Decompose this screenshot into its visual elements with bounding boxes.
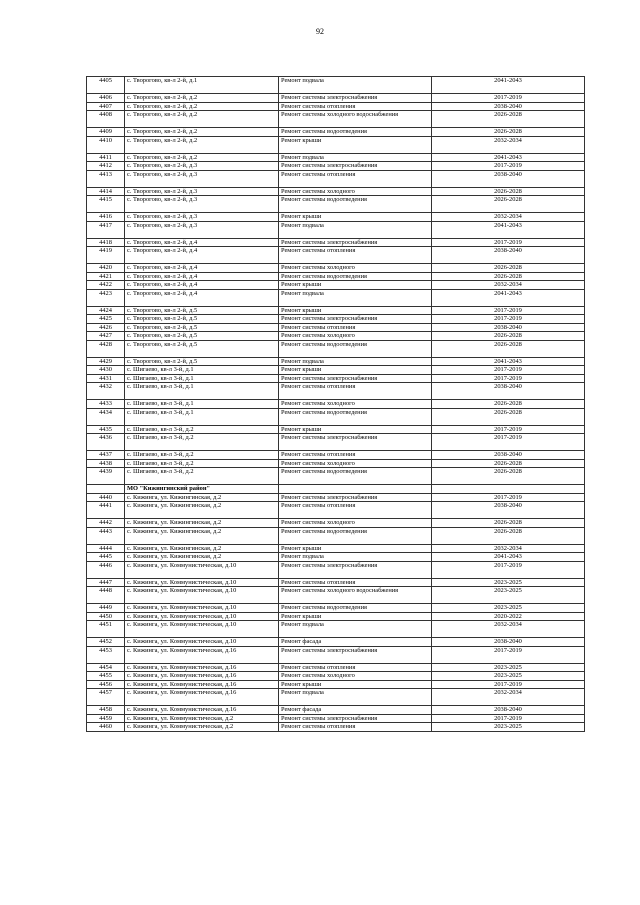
- row-number: 4449: [87, 604, 125, 613]
- table-row: [87, 663, 585, 672]
- row-address: с. Творогово, кв-л 2-й, д.3: [125, 213, 279, 222]
- table-row: [87, 553, 585, 562]
- table-row: [87, 612, 585, 621]
- row-address: с. Шигаево, кв-л 3-й, д.2: [125, 468, 279, 485]
- row-period: 2026-2028: [432, 272, 585, 281]
- row-period: 2017-2019: [432, 374, 585, 383]
- row-work-type: Ремонт системы отопления: [279, 723, 432, 732]
- row-address: с. Творогово, кв-л 2-й, д.4: [125, 264, 279, 273]
- row-work-type: Ремонт системы водоотведения: [279, 340, 432, 357]
- district-cell-work: [279, 485, 432, 494]
- row-number: 4413: [87, 170, 125, 187]
- row-number: 4416: [87, 213, 125, 222]
- row-period: 2017-2019: [432, 493, 585, 502]
- row-address: с. Творогово, кв-л 2-й, д.3: [125, 221, 279, 238]
- row-address: с. Творогово, кв-л 2-й, д.2: [125, 111, 279, 128]
- table-row: [87, 340, 585, 357]
- row-number: 4425: [87, 315, 125, 324]
- row-work-type: Ремонт системы электроснабжения: [279, 561, 432, 578]
- row-work-type: Ремонт системы электроснабжения: [279, 434, 432, 451]
- row-address: с. Творогово, кв-л 2-й, д.2: [125, 136, 279, 153]
- row-number: 4443: [87, 527, 125, 544]
- row-number: 4441: [87, 502, 125, 519]
- table-row: [87, 621, 585, 638]
- row-number: 4437: [87, 451, 125, 460]
- table-row: [87, 196, 585, 213]
- row-address: с. Шигаево, кв-л 3-й, д.1: [125, 366, 279, 375]
- table-row: [87, 689, 585, 706]
- row-address: с. Кижинга, ул. Коммунистическая, д.10: [125, 578, 279, 587]
- row-number: 4414: [87, 187, 125, 196]
- row-work-type: Ремонт системы водоотведения: [279, 196, 432, 213]
- row-address: с. Творогово, кв-л 2-й, д.1: [125, 77, 279, 94]
- row-number: 4440: [87, 493, 125, 502]
- row-work-type: Ремонт крыши: [279, 281, 432, 290]
- row-number: 4433: [87, 400, 125, 409]
- row-address: с. Шигаево, кв-л 3-й, д.1: [125, 408, 279, 425]
- row-address: с. Шигаево, кв-л 3-й, д.1: [125, 374, 279, 383]
- row-number: 4450: [87, 612, 125, 621]
- row-work-type: Ремонт системы отопления: [279, 383, 432, 400]
- page-number: 92: [316, 27, 324, 36]
- row-work-type: Ремонт системы холодного: [279, 187, 432, 196]
- district-name: МО "Кижингинский район": [125, 485, 279, 494]
- row-period: 2041-2043: [432, 77, 585, 94]
- registry-table: [86, 76, 585, 732]
- row-period: 2017-2019: [432, 94, 585, 103]
- table-row: [87, 374, 585, 383]
- row-work-type: Ремонт подвала: [279, 357, 432, 366]
- row-number: 4457: [87, 689, 125, 706]
- row-address: с. Кижинга, ул. Коммунистическая, д.16: [125, 672, 279, 681]
- row-period: 2020-2022: [432, 612, 585, 621]
- row-number: 4442: [87, 519, 125, 528]
- table-row: [87, 332, 585, 341]
- row-period: 2023-2025: [432, 663, 585, 672]
- row-work-type: Ремонт подвала: [279, 621, 432, 638]
- row-address: с. Шигаево, кв-л 3-й, д.2: [125, 425, 279, 434]
- table-row: [87, 128, 585, 137]
- table-row: [87, 102, 585, 111]
- row-period: 2041-2043: [432, 153, 585, 162]
- row-number: 4436: [87, 434, 125, 451]
- row-period: 2017-2019: [432, 425, 585, 434]
- row-work-type: Ремонт системы холодного: [279, 459, 432, 468]
- row-number: 4408: [87, 111, 125, 128]
- row-address: с. Творогово, кв-л 2-й, д.4: [125, 289, 279, 306]
- district-cell-period: [432, 485, 585, 494]
- row-work-type: Ремонт крыши: [279, 366, 432, 375]
- row-work-type: Ремонт системы электроснабжения: [279, 493, 432, 502]
- row-period: 2017-2019: [432, 714, 585, 723]
- row-address: с. Кижинга, ул. Коммунистическая, д.10: [125, 621, 279, 638]
- row-work-type: Ремонт подвала: [279, 289, 432, 306]
- row-work-type: Ремонт подвала: [279, 153, 432, 162]
- table-row: [87, 213, 585, 222]
- row-address: с. Кижинга, ул. Коммунистическая, д.16: [125, 680, 279, 689]
- table-row: [87, 672, 585, 681]
- row-address: с. Кижинга, ул. Коммунистическая, д.2: [125, 723, 279, 732]
- row-work-type: Ремонт системы отопления: [279, 578, 432, 587]
- table-row: [87, 468, 585, 485]
- row-period: 2017-2019: [432, 306, 585, 315]
- row-address: с. Творогово, кв-л 2-й, д.3: [125, 170, 279, 187]
- table-row: [87, 502, 585, 519]
- row-number: 4434: [87, 408, 125, 425]
- row-address: с. Шигаево, кв-л 3-й, д.2: [125, 434, 279, 451]
- row-number: 4454: [87, 663, 125, 672]
- row-period: 2038-2040: [432, 451, 585, 460]
- row-period: 2023-2025: [432, 604, 585, 613]
- row-work-type: Ремонт крыши: [279, 544, 432, 553]
- row-address: с. Шигаево, кв-л 3-й, д.1: [125, 400, 279, 409]
- row-work-type: Ремонт системы водоотведения: [279, 128, 432, 137]
- row-address: с. Творогово, кв-л 2-й, д.4: [125, 238, 279, 247]
- row-address: с. Кижинга, ул. Кижингинская, д.2: [125, 527, 279, 544]
- row-period: 2017-2019: [432, 366, 585, 375]
- row-address: с. Кижинга, ул. Кижингинская, д.2: [125, 519, 279, 528]
- row-address: с. Кижинга, ул. Коммунистическая, д.10: [125, 638, 279, 647]
- row-work-type: Ремонт подвала: [279, 553, 432, 562]
- row-address: с. Творогово, кв-л 2-й, д.3: [125, 162, 279, 171]
- row-address: с. Творогово, кв-л 2-й, д.4: [125, 272, 279, 281]
- row-work-type: Ремонт крыши: [279, 136, 432, 153]
- row-period: 2026-2028: [432, 408, 585, 425]
- table-row: [87, 519, 585, 528]
- row-number: 4428: [87, 340, 125, 357]
- row-period: 2032-2034: [432, 689, 585, 706]
- table-row: [87, 170, 585, 187]
- table-row: [87, 604, 585, 613]
- table-row: [87, 638, 585, 647]
- row-number: 4420: [87, 264, 125, 273]
- row-period: 2038-2040: [432, 502, 585, 519]
- row-work-type: Ремонт системы холодного: [279, 672, 432, 681]
- row-number: 4415: [87, 196, 125, 213]
- table-row: [87, 706, 585, 715]
- table-row: [87, 366, 585, 375]
- row-number: 4458: [87, 706, 125, 715]
- row-number: 4417: [87, 221, 125, 238]
- row-period: 2041-2043: [432, 553, 585, 562]
- row-address: с. Шигаево, кв-л 3-й, д.2: [125, 451, 279, 460]
- row-work-type: Ремонт системы холодного: [279, 400, 432, 409]
- row-number: 4418: [87, 238, 125, 247]
- row-work-type: Ремонт фасада: [279, 638, 432, 647]
- row-number: 4411: [87, 153, 125, 162]
- table-row: [87, 527, 585, 544]
- row-period: 2038-2040: [432, 323, 585, 332]
- table-row: [87, 187, 585, 196]
- registry-table-body: [87, 77, 585, 732]
- table-row: [87, 289, 585, 306]
- row-number: 4429: [87, 357, 125, 366]
- row-work-type: Ремонт системы электроснабжения: [279, 646, 432, 663]
- table-row: [87, 680, 585, 689]
- table-row: [87, 408, 585, 425]
- row-work-type: Ремонт системы электроснабжения: [279, 374, 432, 383]
- row-period: 2038-2040: [432, 102, 585, 111]
- table-row: [87, 357, 585, 366]
- row-number: 4427: [87, 332, 125, 341]
- row-period: 2041-2043: [432, 221, 585, 238]
- row-period: 2032-2034: [432, 544, 585, 553]
- row-work-type: Ремонт системы электроснабжения: [279, 315, 432, 324]
- row-period: 2017-2019: [432, 646, 585, 663]
- row-number: 4422: [87, 281, 125, 290]
- row-address: с. Творогово, кв-л 2-й, д.2: [125, 94, 279, 103]
- table-row: [87, 400, 585, 409]
- row-work-type: Ремонт системы водоотведения: [279, 527, 432, 544]
- row-work-type: Ремонт крыши: [279, 680, 432, 689]
- table-row: [87, 493, 585, 502]
- row-address: с. Кижинга, ул. Коммунистическая, д.10: [125, 561, 279, 578]
- row-period: 2017-2019: [432, 680, 585, 689]
- row-number: 4460: [87, 723, 125, 732]
- row-number: 4423: [87, 289, 125, 306]
- row-work-type: Ремонт подвала: [279, 221, 432, 238]
- row-number: 4407: [87, 102, 125, 111]
- table-row: [87, 587, 585, 604]
- row-number: 4451: [87, 621, 125, 638]
- row-period: 2032-2034: [432, 281, 585, 290]
- row-work-type: Ремонт системы холодного водоснабжения: [279, 111, 432, 128]
- table-row: [87, 77, 585, 94]
- row-period: 2023-2025: [432, 723, 585, 732]
- row-period: 2038-2040: [432, 638, 585, 647]
- row-number: 4453: [87, 646, 125, 663]
- table-row: [87, 136, 585, 153]
- row-number: 4431: [87, 374, 125, 383]
- table-row: [87, 281, 585, 290]
- row-period: 2023-2025: [432, 578, 585, 587]
- row-work-type: Ремонт системы электроснабжения: [279, 714, 432, 723]
- district-cell-num: [87, 485, 125, 494]
- row-number: 4444: [87, 544, 125, 553]
- table-row: [87, 111, 585, 128]
- row-number: 4412: [87, 162, 125, 171]
- row-period: 2041-2043: [432, 357, 585, 366]
- table-row: [87, 238, 585, 247]
- row-number: 4432: [87, 383, 125, 400]
- table-row: [87, 646, 585, 663]
- row-period: 2026-2028: [432, 340, 585, 357]
- row-period: 2038-2040: [432, 706, 585, 715]
- row-work-type: Ремонт системы отопления: [279, 451, 432, 460]
- row-address: с. Творогово, кв-л 2-й, д.2: [125, 128, 279, 137]
- table-row: [87, 723, 585, 732]
- row-number: 4446: [87, 561, 125, 578]
- table-row: [87, 162, 585, 171]
- row-address: с. Творогово, кв-л 2-й, д.2: [125, 153, 279, 162]
- row-number: 4455: [87, 672, 125, 681]
- row-period: 2026-2028: [432, 400, 585, 409]
- table-row: [87, 306, 585, 315]
- row-number: 4452: [87, 638, 125, 647]
- row-period: 2026-2028: [432, 519, 585, 528]
- row-address: с. Творогово, кв-л 2-й, д.2: [125, 102, 279, 111]
- row-period: 2032-2034: [432, 213, 585, 222]
- row-address: с. Творогово, кв-л 2-й, д.4: [125, 247, 279, 264]
- row-address: с. Кижинга, ул. Коммунистическая, д.10: [125, 587, 279, 604]
- row-number: 4430: [87, 366, 125, 375]
- table-row: [87, 323, 585, 332]
- row-work-type: Ремонт системы водоотведения: [279, 604, 432, 613]
- row-work-type: Ремонт крыши: [279, 425, 432, 434]
- row-period: 2023-2025: [432, 587, 585, 604]
- row-period: 2023-2025: [432, 672, 585, 681]
- row-work-type: Ремонт системы отопления: [279, 663, 432, 672]
- row-number: 4409: [87, 128, 125, 137]
- row-address: с. Творогово, кв-л 2-й, д.5: [125, 332, 279, 341]
- row-address: с. Творогово, кв-л 2-й, д.3: [125, 196, 279, 213]
- table-row: [87, 561, 585, 578]
- district-header-row: [87, 485, 585, 494]
- row-number: 4410: [87, 136, 125, 153]
- row-work-type: Ремонт системы отопления: [279, 323, 432, 332]
- row-address: с. Кижинга, ул. Коммунистическая, д.16: [125, 663, 279, 672]
- table-row: [87, 714, 585, 723]
- row-number: 4421: [87, 272, 125, 281]
- row-work-type: Ремонт системы электроснабжения: [279, 162, 432, 171]
- table-row: [87, 94, 585, 103]
- row-work-type: Ремонт системы водоотведения: [279, 468, 432, 485]
- table-row: [87, 247, 585, 264]
- row-work-type: Ремонт системы отопления: [279, 502, 432, 519]
- row-work-type: Ремонт подвала: [279, 77, 432, 94]
- row-period: 2038-2040: [432, 383, 585, 400]
- row-address: с. Кижинга, ул. Коммунистическая, д.2: [125, 714, 279, 723]
- row-work-type: Ремонт системы холодного водоснабжения: [279, 587, 432, 604]
- table-row: [87, 383, 585, 400]
- row-address: с. Шигаево, кв-л 3-й, д.2: [125, 459, 279, 468]
- row-address: с. Кижинга, ул. Коммунистическая, д.10: [125, 604, 279, 613]
- row-period: 2017-2019: [432, 434, 585, 451]
- row-work-type: Ремонт системы водоотведения: [279, 408, 432, 425]
- row-period: 2026-2028: [432, 459, 585, 468]
- row-address: с. Кижинга, ул. Кижингинская, д.2: [125, 502, 279, 519]
- row-address: с. Творогово, кв-л 2-й, д.5: [125, 315, 279, 324]
- row-address: с. Кижинга, ул. Кижингинская, д.2: [125, 493, 279, 502]
- row-period: 2017-2019: [432, 238, 585, 247]
- row-address: с. Творогово, кв-л 2-й, д.5: [125, 357, 279, 366]
- row-period: 2017-2019: [432, 315, 585, 324]
- row-period: 2026-2028: [432, 468, 585, 485]
- row-address: с. Кижинга, ул. Кижингинская, д.2: [125, 553, 279, 562]
- row-period: 2017-2019: [432, 561, 585, 578]
- table-row: [87, 425, 585, 434]
- row-work-type: Ремонт крыши: [279, 306, 432, 315]
- table-row: [87, 544, 585, 553]
- table-row: [87, 578, 585, 587]
- row-work-type: Ремонт системы водоотведения: [279, 272, 432, 281]
- row-address: с. Кижинга, ул. Коммунистическая, д.16: [125, 646, 279, 663]
- row-period: 2026-2028: [432, 527, 585, 544]
- table-row: [87, 264, 585, 273]
- row-address: с. Творогово, кв-л 2-й, д.3: [125, 187, 279, 196]
- row-number: 4439: [87, 468, 125, 485]
- row-number: 4438: [87, 459, 125, 468]
- row-number: 4419: [87, 247, 125, 264]
- row-period: 2032-2034: [432, 136, 585, 153]
- row-work-type: Ремонт системы холодного: [279, 519, 432, 528]
- row-number: 4424: [87, 306, 125, 315]
- row-number: 4405: [87, 77, 125, 94]
- row-period: 2026-2028: [432, 264, 585, 273]
- row-work-type: Ремонт фасада: [279, 706, 432, 715]
- table-row: [87, 434, 585, 451]
- row-period: 2038-2040: [432, 170, 585, 187]
- row-address: с. Творогово, кв-л 2-й, д.5: [125, 306, 279, 315]
- row-period: 2026-2028: [432, 332, 585, 341]
- table-row: [87, 153, 585, 162]
- row-address: с. Кижинга, ул. Коммунистическая, д.10: [125, 612, 279, 621]
- row-period: 2038-2040: [432, 247, 585, 264]
- row-work-type: Ремонт системы отопления: [279, 102, 432, 111]
- row-period: 2026-2028: [432, 196, 585, 213]
- row-address: с. Творогово, кв-л 2-й, д.5: [125, 323, 279, 332]
- row-period: 2017-2019: [432, 162, 585, 171]
- row-number: 4445: [87, 553, 125, 562]
- row-address: с. Кижинга, ул. Коммунистическая, д.16: [125, 689, 279, 706]
- row-address: с. Творогово, кв-л 2-й, д.5: [125, 340, 279, 357]
- row-address: с. Шигаево, кв-л 3-й, д.1: [125, 383, 279, 400]
- row-number: 4426: [87, 323, 125, 332]
- row-period: 2026-2028: [432, 187, 585, 196]
- row-work-type: Ремонт системы холодного: [279, 332, 432, 341]
- table-row: [87, 451, 585, 460]
- row-period: 2026-2028: [432, 128, 585, 137]
- row-work-type: Ремонт системы холодного: [279, 264, 432, 273]
- row-number: 4447: [87, 578, 125, 587]
- row-number: 4459: [87, 714, 125, 723]
- table-row: [87, 272, 585, 281]
- row-work-type: Ремонт системы электроснабжения: [279, 238, 432, 247]
- table-row: [87, 459, 585, 468]
- row-work-type: Ремонт крыши: [279, 612, 432, 621]
- row-address: с. Кижинга, ул. Коммунистическая, д.16: [125, 706, 279, 715]
- row-work-type: Ремонт крыши: [279, 213, 432, 222]
- row-period: 2026-2028: [432, 111, 585, 128]
- row-work-type: Ремонт системы отопления: [279, 247, 432, 264]
- row-number: 4456: [87, 680, 125, 689]
- row-number: 4448: [87, 587, 125, 604]
- row-work-type: Ремонт системы электроснабжения: [279, 94, 432, 103]
- row-address: с. Творогово, кв-л 2-й, д.4: [125, 281, 279, 290]
- row-number: 4406: [87, 94, 125, 103]
- row-address: с. Кижинга, ул. Кижингинская, д.2: [125, 544, 279, 553]
- row-period: 2041-2043: [432, 289, 585, 306]
- row-work-type: Ремонт подвала: [279, 689, 432, 706]
- row-work-type: Ремонт системы отопления: [279, 170, 432, 187]
- table-row: [87, 315, 585, 324]
- table-row: [87, 221, 585, 238]
- row-number: 4435: [87, 425, 125, 434]
- row-period: 2032-2034: [432, 621, 585, 638]
